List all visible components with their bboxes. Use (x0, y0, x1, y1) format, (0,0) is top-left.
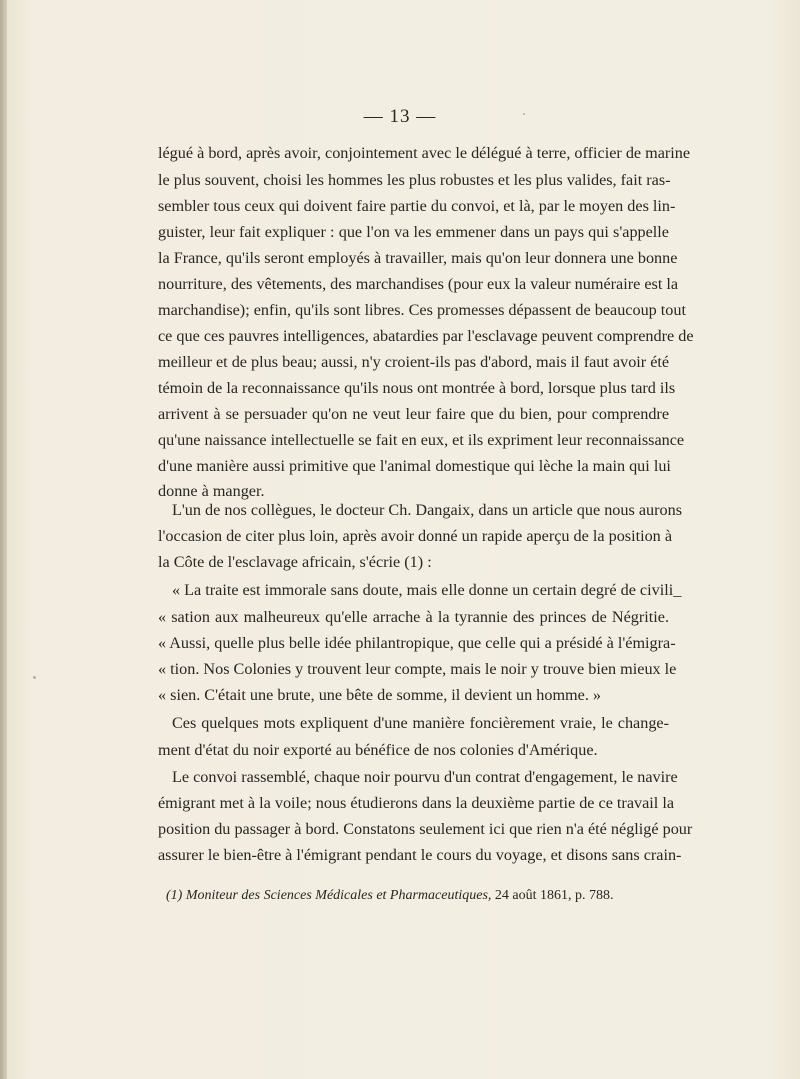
paper-speck (33, 676, 36, 679)
paragraph-start-line: L'un de nos collègues, le docteur Ch. Dangaix, dans un article que nous aurons (172, 501, 682, 519)
paper-speck (523, 113, 525, 115)
quote-line: « sation aux malheureux qu'elle arrache à la tyrannie des princes de Négritie. (158, 608, 669, 626)
text-line: donne à manger. (158, 482, 265, 500)
quote-line: « Aussi, quelle plus belle idée philantropique, que celle qui a présidé à l'émigra- (158, 634, 676, 652)
footnote-source: Moniteur des Sciences Médicales et Pharmaceutiques, (185, 888, 492, 903)
text-line: guister, leur fait expliquer : que l'on va les emmener dans un pays qui s'appelle (158, 223, 669, 241)
page-number: — 13 — (363, 106, 437, 127)
page-binding-edge (0, 0, 7, 1079)
text-line: assurer le bien-être à l'émigrant pendant le cours du voyage, et disons sans crain- (158, 846, 682, 864)
text-line: légué à bord, après avoir, conjointement avec le délégué à terre, officier de marine (158, 144, 691, 162)
text-line: la France, qu'ils seront employés à travailler, mais qu'on leur donnera une bonne (158, 249, 678, 267)
text-line: la Côte de l'esclavage africain, s'écrie (1) : (158, 553, 432, 571)
text-line: sembler tous ceux qui doivent faire partie du convoi, et là, par le moyen des lin- (158, 197, 676, 215)
text-line: émigrant met à la voile; nous étudierons dans la deuxième partie de ce travail la (158, 794, 675, 812)
quote-line: « sien. C'était une brute, une bête de somme, il devient un homme. » (158, 686, 602, 704)
paragraph-start-line: Ces quelques mots expliquent d'une manière foncièrement vraie, le change- (172, 714, 669, 732)
text-line: témoin de la reconnaissance qu'ils nous ont montrée à bord, lorsque plus tard ils (158, 379, 676, 397)
text-line: nourriture, des vêtements, des marchandises (pour eux la valeur numéraire est la (158, 275, 679, 293)
text-line: arrivent à se persuader qu'on ne veut leur faire que du bien, pour comprendre (158, 405, 669, 423)
text-line: ce que ces pauvres intelligences, abatardies par l'esclavage peuvent comprendre de (158, 327, 694, 345)
text-line: marchandise); enfin, qu'ils sont libres. Ces promesses dépassent de beaucoup tout (158, 301, 686, 319)
quote-line: « tion. Nos Colonies y trouvent leur compte, mais le noir y trouve bien mieux le (158, 660, 677, 678)
footnote-marker: (1) (166, 888, 183, 903)
footnote (166, 888, 686, 904)
text-line: position du passager à bord. Constatons seulement ici que rien n'a été négligé pour (158, 820, 693, 838)
text-line: qu'une naissance intellectuelle se fait en eux, et ils expriment leur reconnaissance (158, 431, 685, 449)
text-line: le plus souvent, choisi les hommes les plus robustes et les plus valides, fait ras- (158, 171, 671, 189)
paragraph-start-line: Le convoi rassemblé, chaque noir pourvu d'un contrat d'engagement, le navire (172, 768, 678, 786)
footnote-date-page: 24 août 1861, p. 788. (494, 888, 614, 903)
quote-line: « La traite est immorale sans doute, mais elle donne un certain degré de civili_ (172, 581, 682, 599)
text-line: ment d'état du noir exporté au bénéfice de nos colonies d'Amérique. (158, 741, 598, 759)
text-line: meilleur et de plus beau; aussi, n'y croient-ils pas d'abord, mais il faut avoir été (158, 353, 670, 371)
text-line: l'occasion de citer plus loin, après avoir donné un rapide aperçu de la position à (158, 527, 673, 545)
text-line: d'une manière aussi primitive que l'animal domestique qui lèche la main qui lui (158, 457, 671, 475)
